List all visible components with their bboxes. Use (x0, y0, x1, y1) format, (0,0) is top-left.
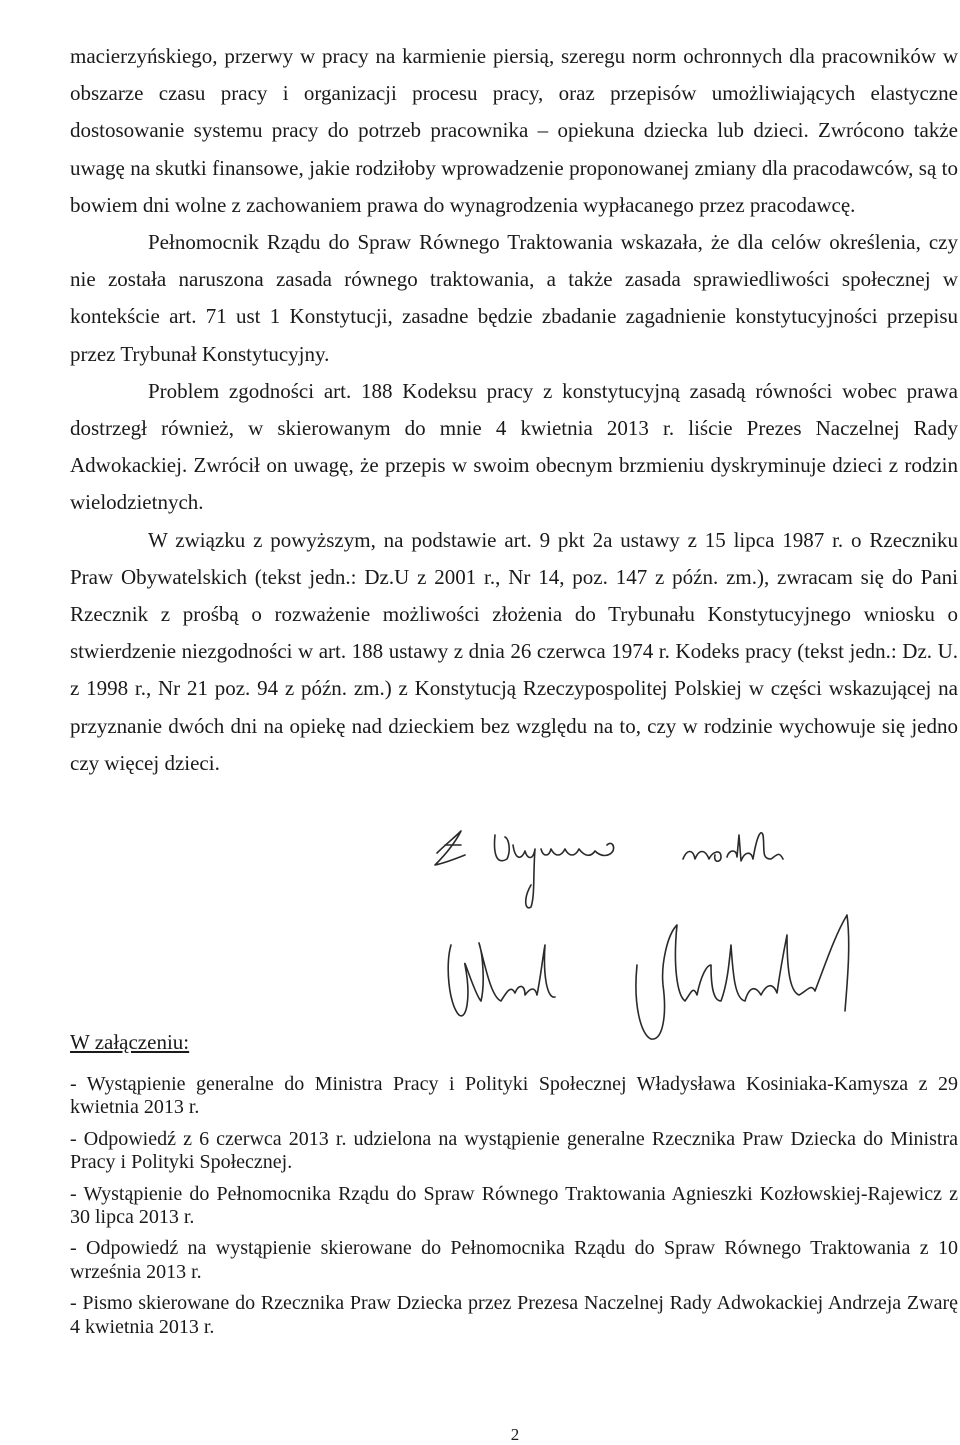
attachment-item: - Wystąpienie generalne do Ministra Pracy i Polityki Społecznej Władysława Kosiniaka-Kamysza z 29 kwietnia 2013 r. (70, 1073, 958, 1119)
attachment-item: - Wystąpienie do Pełnomocnika Rządu do Spraw Równego Traktowania Agnieszki Kozłowskiej-Rajewicz z 30 lipca 2013 r. (70, 1182, 958, 1229)
handwritten-signature (415, 815, 935, 1075)
signature-stroke-wyrazami (495, 835, 614, 908)
signature-stroke-z (435, 831, 465, 865)
attachment-item: - Odpowiedź z 6 czerwca 2013 r. udzielona na wystąpienie generalne Rzecznika Praw Dziecka do Ministra Pracy i Polityki Społecznej. (70, 1127, 958, 1174)
signature-stroke-szacunku (683, 833, 783, 861)
page-number: 2 (510, 1425, 520, 1444)
paragraph-3: Problem zgodności art. 188 Kodeksu pracy z konstytucyjną zasadą równości wobec prawa dostrzegł również, w skierowanym do mnie 4 kwietnia 2013 r. liście Prezes Naczelnej Rady Adwokackiej. Zwrócił on uwagę, że przepis w swoim obecnym brzmieniu dyskryminuje dzieci z rodzin wielodzietnych. (70, 378, 958, 515)
attachments-list (70, 1073, 958, 1347)
paragraph-4: W związku z powyższym, na podstawie art. 9 pkt 2a ustawy z 15 lipca 1987 r. o Rzeczniku Praw Obywatelskich (tekst jedn.: Dz.U z 2001 r., Nr 14, poz. 147 z późn. zm.), zwracam się do Pani Rzecznik z prośbą o rozważenie możliwości złożenia do Trybunału Konstytucyjnego wniosku o stwierdzenie niezgodności w art. 188 ustawy z dnia 26 czerwca 1974 r. Kodeks pracy (tekst jedn.: Dz. U. z 1998 r., Nr 21 poz. 94 z późn. zm.) z Konstytucją Rzeczypospolitej Polskiej w części wskazującej na przyznanie dwóch dni na opiekę nad dzieckiem bez względu na to, czy w rodzinie wychowuje się jedno czy więcej dzieci. (70, 527, 958, 775)
paragraph-1: macierzyńskiego, przerwy w pracy na karmienie piersią, szeregu norm ochronnych dla pracowników w obszarze czasu pracy i organizacji procesu pracy, oraz przepisów umożliwiających elastyczne dostosowanie systemu pracy do potrzeb pracownika – opiekuna dziecka lub dzieci. Zwrócono także uwagę na skutki finansowe, jakie rodziłoby wprowadzenie proponowanej zmiany dla pracodawców, są to bowiem dni wolne z zachowaniem prawa do wynagrodzenia wypłacanego przez pracodawcę. (70, 44, 958, 217)
attachment-item: - Odpowiedź na wystąpienie skierowane do Pełnomocnika Rządu do Spraw Równego Traktowania z 10 września 2013 r. (70, 1237, 958, 1283)
letter-body (70, 38, 958, 782)
signature-stroke-second (636, 915, 849, 1039)
paragraph-2: Pełnomocnik Rządu do Spraw Równego Traktowania wskazała, że dla celów określenia, czy nie została naruszona zasada równego traktowania, a także zasada sprawiedliwości społecznej w kontekście art. 71 ust 1 Konstytucji, zasadne będzie zbadanie zagadnienie konstytucyjności przepisu przez Trybunał Konstytucyjny. (70, 230, 958, 366)
signature-stroke-first (448, 943, 555, 1016)
attachment-item: - Pismo skierowane do Rzecznika Praw Dziecka przez Prezesa Naczelnej Rady Adwokackiej Andrzeja Zwarę 4 kwietnia 2013 r. (70, 1292, 958, 1338)
attachments-heading: W załączeniu: (70, 1030, 190, 1054)
